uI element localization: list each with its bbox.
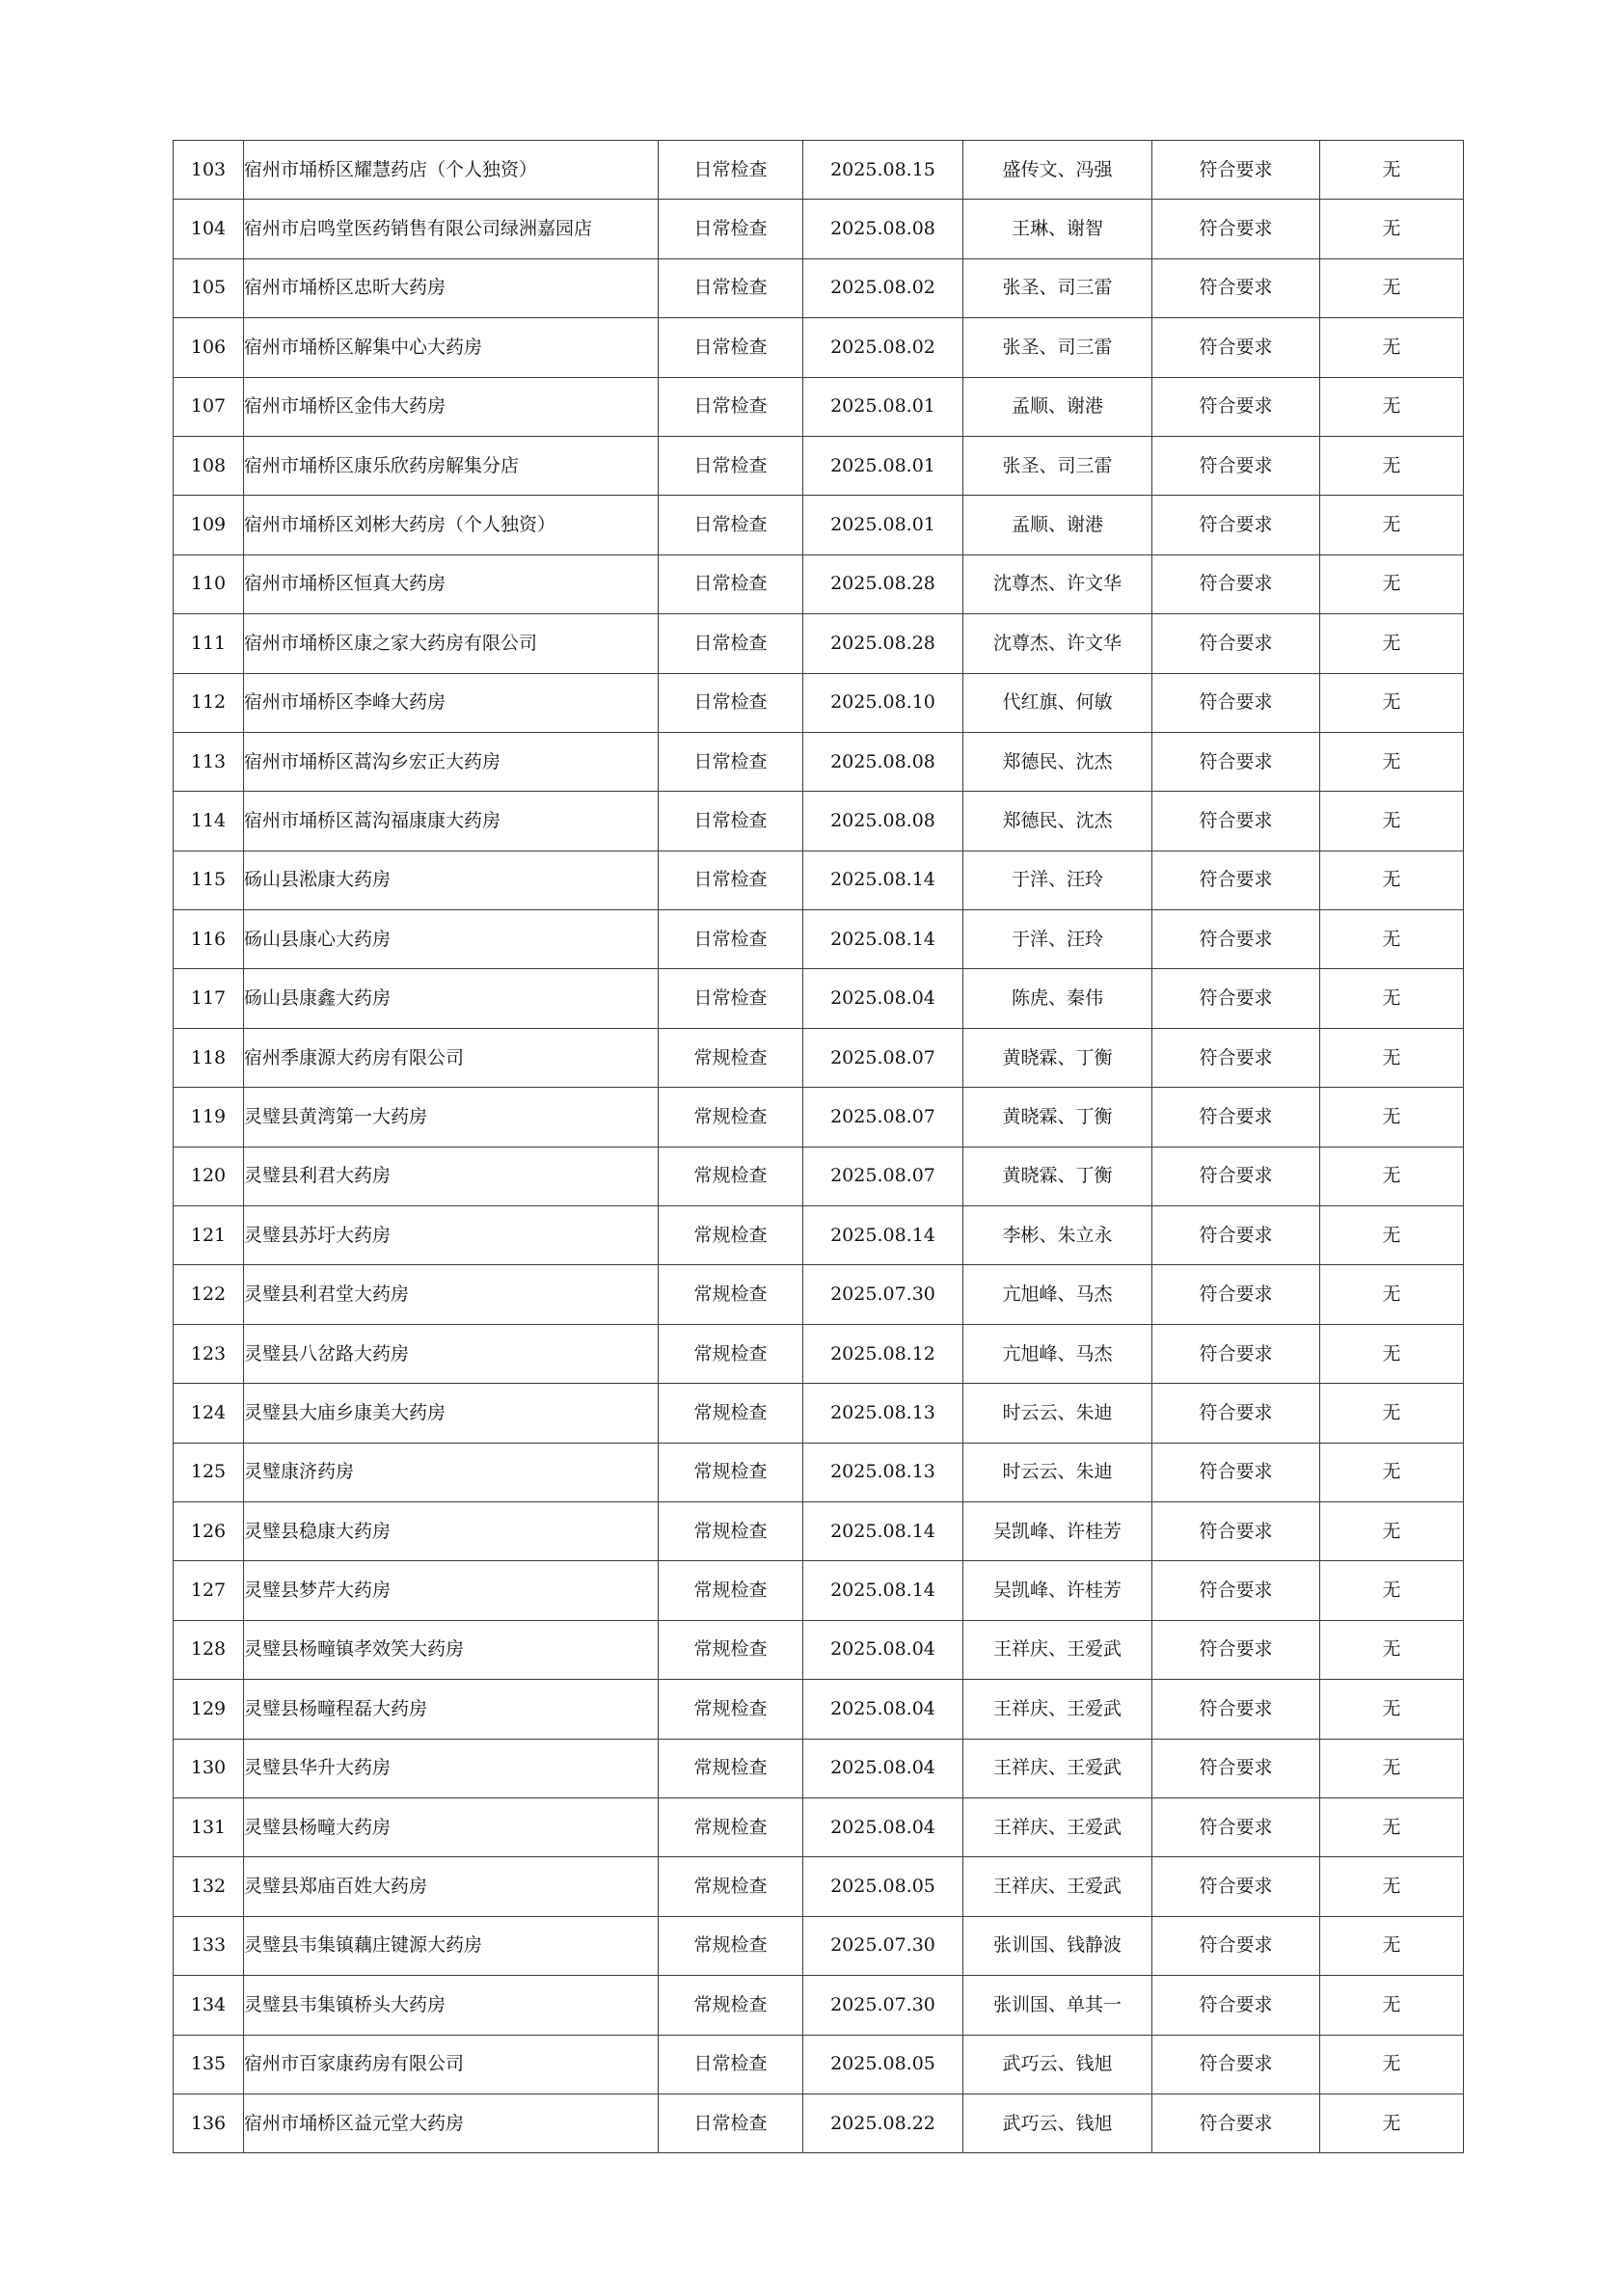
row-number-cell: 115 bbox=[174, 851, 244, 909]
inspectors-cell: 王祥庆、王爱武 bbox=[963, 1739, 1152, 1797]
row-number-cell: 124 bbox=[174, 1384, 244, 1443]
row-number-cell: 123 bbox=[174, 1324, 244, 1383]
inspection-type-cell: 日常检查 bbox=[659, 732, 803, 791]
table-row bbox=[174, 377, 1464, 436]
issues-found-cell: 无 bbox=[1320, 1206, 1464, 1265]
table-row bbox=[174, 1384, 1464, 1443]
inspection-result-cell: 符合要求 bbox=[1152, 1265, 1320, 1324]
inspection-type-cell: 日常检查 bbox=[659, 436, 803, 495]
pharmacy-name-cell: 宿州市埇桥区康乐欣药房解集分店 bbox=[244, 436, 659, 495]
inspection-date-cell: 2025.07.30 bbox=[803, 1916, 963, 1975]
inspection-date-cell: 2025.08.13 bbox=[803, 1443, 963, 1501]
row-number-cell: 128 bbox=[174, 1620, 244, 1679]
inspection-result-cell: 符合要求 bbox=[1152, 496, 1320, 554]
inspection-date-cell: 2025.08.14 bbox=[803, 1561, 963, 1620]
table-row bbox=[174, 554, 1464, 613]
pharmacy-name-cell: 宿州市埇桥区康之家大药房有限公司 bbox=[244, 614, 659, 673]
issues-found-cell: 无 bbox=[1320, 200, 1464, 258]
pharmacy-name-cell: 灵璧县利君大药房 bbox=[244, 1147, 659, 1205]
inspection-date-cell: 2025.08.01 bbox=[803, 496, 963, 554]
issues-found-cell: 无 bbox=[1320, 851, 1464, 909]
pharmacy-name-cell: 灵璧县苏圩大药房 bbox=[244, 1206, 659, 1265]
inspectors-cell: 李彬、朱立永 bbox=[963, 1206, 1152, 1265]
inspectors-cell: 王祥庆、王爱武 bbox=[963, 1857, 1152, 1916]
issues-found-cell: 无 bbox=[1320, 2035, 1464, 2093]
inspectors-cell: 时云云、朱迪 bbox=[963, 1384, 1152, 1443]
row-number-cell: 110 bbox=[174, 554, 244, 613]
inspectors-cell: 郑德民、沈杰 bbox=[963, 792, 1152, 851]
row-number-cell: 104 bbox=[174, 200, 244, 258]
row-number-cell: 113 bbox=[174, 732, 244, 791]
issues-found-cell: 无 bbox=[1320, 1265, 1464, 1324]
inspection-type-cell: 日常检查 bbox=[659, 318, 803, 377]
issues-found-cell: 无 bbox=[1320, 792, 1464, 851]
inspection-type-cell: 常规检查 bbox=[659, 1620, 803, 1679]
inspection-result-cell: 符合要求 bbox=[1152, 1028, 1320, 1087]
pharmacy-name-cell: 宿州市埇桥区忠昕大药房 bbox=[244, 258, 659, 317]
table-row bbox=[174, 1739, 1464, 1797]
inspection-result-cell: 符合要求 bbox=[1152, 1206, 1320, 1265]
inspectors-cell: 吴凯峰、许桂芳 bbox=[963, 1561, 1152, 1620]
issues-found-cell: 无 bbox=[1320, 2093, 1464, 2152]
inspectors-cell: 盛传文、冯强 bbox=[963, 141, 1152, 200]
table-row bbox=[174, 1088, 1464, 1147]
pharmacy-name-cell: 宿州市启鸣堂医药销售有限公司绿洲嘉园店 bbox=[244, 200, 659, 258]
table-row bbox=[174, 1797, 1464, 1856]
inspectors-cell: 时云云、朱迪 bbox=[963, 1443, 1152, 1501]
inspectors-cell: 王琳、谢智 bbox=[963, 200, 1152, 258]
issues-found-cell: 无 bbox=[1320, 496, 1464, 554]
table-row bbox=[174, 1620, 1464, 1679]
inspection-type-cell: 日常检查 bbox=[659, 851, 803, 909]
inspectors-cell: 陈虎、秦伟 bbox=[963, 969, 1152, 1028]
table-row bbox=[174, 910, 1464, 969]
inspection-type-cell: 日常检查 bbox=[659, 969, 803, 1028]
inspection-result-cell: 符合要求 bbox=[1152, 1147, 1320, 1205]
issues-found-cell: 无 bbox=[1320, 1088, 1464, 1147]
inspection-date-cell: 2025.08.14 bbox=[803, 910, 963, 969]
inspection-date-cell: 2025.08.07 bbox=[803, 1028, 963, 1087]
row-number-cell: 136 bbox=[174, 2093, 244, 2152]
inspection-date-cell: 2025.08.08 bbox=[803, 732, 963, 791]
table-row bbox=[174, 1561, 1464, 1620]
inspection-type-cell: 常规检查 bbox=[659, 1206, 803, 1265]
issues-found-cell: 无 bbox=[1320, 1147, 1464, 1205]
inspection-result-cell: 符合要求 bbox=[1152, 318, 1320, 377]
inspection-result-cell: 符合要求 bbox=[1152, 614, 1320, 673]
inspection-type-cell: 日常检查 bbox=[659, 2093, 803, 2152]
inspectors-cell: 张圣、司三雷 bbox=[963, 258, 1152, 317]
pharmacy-name-cell: 灵璧县利君堂大药房 bbox=[244, 1265, 659, 1324]
inspection-date-cell: 2025.08.07 bbox=[803, 1088, 963, 1147]
inspectors-cell: 张圣、司三雷 bbox=[963, 436, 1152, 495]
pharmacy-name-cell: 宿州市埇桥区恒真大药房 bbox=[244, 554, 659, 613]
inspectors-cell: 武巧云、钱旭 bbox=[963, 2035, 1152, 2093]
inspection-result-cell: 符合要求 bbox=[1152, 1501, 1320, 1560]
inspectors-cell: 于洋、汪玲 bbox=[963, 910, 1152, 969]
inspection-type-cell: 常规检查 bbox=[659, 1384, 803, 1443]
inspection-type-cell: 日常检查 bbox=[659, 141, 803, 200]
row-number-cell: 118 bbox=[174, 1028, 244, 1087]
pharmacy-name-cell: 砀山县康心大药房 bbox=[244, 910, 659, 969]
pharmacy-name-cell: 灵璧县八岔路大药房 bbox=[244, 1324, 659, 1383]
issues-found-cell: 无 bbox=[1320, 614, 1464, 673]
row-number-cell: 109 bbox=[174, 496, 244, 554]
inspection-type-cell: 日常检查 bbox=[659, 910, 803, 969]
issues-found-cell: 无 bbox=[1320, 1620, 1464, 1679]
issues-found-cell: 无 bbox=[1320, 1384, 1464, 1443]
inspection-type-cell: 常规检查 bbox=[659, 1147, 803, 1205]
issues-found-cell: 无 bbox=[1320, 673, 1464, 732]
inspectors-cell: 孟顺、谢港 bbox=[963, 496, 1152, 554]
inspection-result-cell: 符合要求 bbox=[1152, 2093, 1320, 2152]
pharmacy-name-cell: 宿州市埇桥区蒿沟福康康大药房 bbox=[244, 792, 659, 851]
inspection-result-cell: 符合要求 bbox=[1152, 1324, 1320, 1383]
row-number-cell: 132 bbox=[174, 1857, 244, 1916]
issues-found-cell: 无 bbox=[1320, 1916, 1464, 1975]
inspection-type-cell: 常规检查 bbox=[659, 1797, 803, 1856]
inspection-type-cell: 常规检查 bbox=[659, 1324, 803, 1383]
inspection-date-cell: 2025.08.05 bbox=[803, 1857, 963, 1916]
issues-found-cell: 无 bbox=[1320, 1443, 1464, 1501]
table-row bbox=[174, 258, 1464, 317]
row-number-cell: 107 bbox=[174, 377, 244, 436]
pharmacy-name-cell: 宿州市埇桥区刘彬大药房（个人独资） bbox=[244, 496, 659, 554]
inspection-type-cell: 常规检查 bbox=[659, 1265, 803, 1324]
inspection-result-cell: 符合要求 bbox=[1152, 732, 1320, 791]
row-number-cell: 129 bbox=[174, 1680, 244, 1739]
inspection-result-cell: 符合要求 bbox=[1152, 792, 1320, 851]
pharmacy-name-cell: 灵璧康济药房 bbox=[244, 1443, 659, 1501]
pharmacy-name-cell: 灵璧县韦集镇桥头大药房 bbox=[244, 1976, 659, 2035]
table-row bbox=[174, 1857, 1464, 1916]
inspectors-cell: 张圣、司三雷 bbox=[963, 318, 1152, 377]
row-number-cell: 114 bbox=[174, 792, 244, 851]
issues-found-cell: 无 bbox=[1320, 732, 1464, 791]
inspectors-cell: 武巧云、钱旭 bbox=[963, 2093, 1152, 2152]
table-row bbox=[174, 141, 1464, 200]
inspection-result-cell: 符合要求 bbox=[1152, 1384, 1320, 1443]
inspection-date-cell: 2025.08.12 bbox=[803, 1324, 963, 1383]
table-row bbox=[174, 2093, 1464, 2152]
row-number-cell: 126 bbox=[174, 1501, 244, 1560]
table-row bbox=[174, 969, 1464, 1028]
table-row bbox=[174, 200, 1464, 258]
inspectors-cell: 吴凯峰、许桂芳 bbox=[963, 1501, 1152, 1560]
inspectors-cell: 沈尊杰、许文华 bbox=[963, 554, 1152, 613]
issues-found-cell: 无 bbox=[1320, 258, 1464, 317]
inspection-date-cell: 2025.08.04 bbox=[803, 1680, 963, 1739]
table-row bbox=[174, 1680, 1464, 1739]
issues-found-cell: 无 bbox=[1320, 1680, 1464, 1739]
issues-found-cell: 无 bbox=[1320, 1324, 1464, 1383]
row-number-cell: 134 bbox=[174, 1976, 244, 2035]
inspection-date-cell: 2025.08.08 bbox=[803, 792, 963, 851]
table-row bbox=[174, 1501, 1464, 1560]
inspection-date-cell: 2025.08.14 bbox=[803, 851, 963, 909]
inspection-type-cell: 日常检查 bbox=[659, 377, 803, 436]
inspection-date-cell: 2025.08.15 bbox=[803, 141, 963, 200]
pharmacy-name-cell: 砀山县淞康大药房 bbox=[244, 851, 659, 909]
row-number-cell: 133 bbox=[174, 1916, 244, 1975]
inspection-date-cell: 2025.08.14 bbox=[803, 1206, 963, 1265]
pharmacy-name-cell: 灵璧县稳康大药房 bbox=[244, 1501, 659, 1560]
inspection-result-cell: 符合要求 bbox=[1152, 910, 1320, 969]
issues-found-cell: 无 bbox=[1320, 1797, 1464, 1856]
row-number-cell: 112 bbox=[174, 673, 244, 732]
table-row bbox=[174, 1916, 1464, 1975]
pharmacy-name-cell: 宿州市埇桥区耀慧药店（个人独资） bbox=[244, 141, 659, 200]
table-row bbox=[174, 614, 1464, 673]
inspection-result-cell: 符合要求 bbox=[1152, 141, 1320, 200]
inspection-type-cell: 日常检查 bbox=[659, 258, 803, 317]
table-row bbox=[174, 1976, 1464, 2035]
pharmacy-name-cell: 灵璧县梦芹大药房 bbox=[244, 1561, 659, 1620]
pharmacy-name-cell: 灵璧县郑庙百姓大药房 bbox=[244, 1857, 659, 1916]
inspection-date-cell: 2025.08.04 bbox=[803, 969, 963, 1028]
inspection-date-cell: 2025.08.04 bbox=[803, 1620, 963, 1679]
row-number-cell: 116 bbox=[174, 910, 244, 969]
inspection-result-cell: 符合要求 bbox=[1152, 1976, 1320, 2035]
table-row bbox=[174, 851, 1464, 909]
table-row bbox=[174, 2035, 1464, 2093]
issues-found-cell: 无 bbox=[1320, 377, 1464, 436]
inspection-type-cell: 日常检查 bbox=[659, 614, 803, 673]
issues-found-cell: 无 bbox=[1320, 436, 1464, 495]
inspectors-cell: 张训国、钱静波 bbox=[963, 1916, 1152, 1975]
inspectors-cell: 王祥庆、王爱武 bbox=[963, 1797, 1152, 1856]
inspection-type-cell: 日常检查 bbox=[659, 792, 803, 851]
inspection-result-cell: 符合要求 bbox=[1152, 436, 1320, 495]
inspection-date-cell: 2025.08.02 bbox=[803, 258, 963, 317]
table-row bbox=[174, 318, 1464, 377]
inspection-result-cell: 符合要求 bbox=[1152, 851, 1320, 909]
table-body bbox=[174, 141, 1464, 2153]
inspectors-cell: 孟顺、谢港 bbox=[963, 377, 1152, 436]
pharmacy-name-cell: 灵璧县大庙乡康美大药房 bbox=[244, 1384, 659, 1443]
pharmacy-name-cell: 宿州市埇桥区金伟大药房 bbox=[244, 377, 659, 436]
table-row bbox=[174, 496, 1464, 554]
inspectors-cell: 黄晓霖、丁衡 bbox=[963, 1147, 1152, 1205]
row-number-cell: 106 bbox=[174, 318, 244, 377]
inspection-result-cell: 符合要求 bbox=[1152, 1857, 1320, 1916]
inspection-type-cell: 常规检查 bbox=[659, 1561, 803, 1620]
pharmacy-name-cell: 灵璧县杨疃镇孝效笑大药房 bbox=[244, 1620, 659, 1679]
pharmacy-name-cell: 宿州市埇桥区益元堂大药房 bbox=[244, 2093, 659, 2152]
inspectors-cell: 黄晓霖、丁衡 bbox=[963, 1088, 1152, 1147]
pharmacy-name-cell: 灵璧县杨疃大药房 bbox=[244, 1797, 659, 1856]
inspection-date-cell: 2025.08.01 bbox=[803, 436, 963, 495]
inspectors-cell: 沈尊杰、许文华 bbox=[963, 614, 1152, 673]
pharmacy-name-cell: 宿州市埇桥区李峰大药房 bbox=[244, 673, 659, 732]
inspection-type-cell: 常规检查 bbox=[659, 1916, 803, 1975]
issues-found-cell: 无 bbox=[1320, 1561, 1464, 1620]
pharmacy-name-cell: 宿州季康源大药房有限公司 bbox=[244, 1028, 659, 1087]
row-number-cell: 125 bbox=[174, 1443, 244, 1501]
inspection-date-cell: 2025.08.13 bbox=[803, 1384, 963, 1443]
issues-found-cell: 无 bbox=[1320, 1976, 1464, 2035]
inspection-date-cell: 2025.08.05 bbox=[803, 2035, 963, 2093]
inspection-date-cell: 2025.08.22 bbox=[803, 2093, 963, 2152]
issues-found-cell: 无 bbox=[1320, 910, 1464, 969]
pharmacy-name-cell: 灵璧县韦集镇藕庄键源大药房 bbox=[244, 1916, 659, 1975]
inspection-type-cell: 常规检查 bbox=[659, 1680, 803, 1739]
inspection-result-cell: 符合要求 bbox=[1152, 1680, 1320, 1739]
table-row bbox=[174, 792, 1464, 851]
inspection-date-cell: 2025.07.30 bbox=[803, 1976, 963, 2035]
row-number-cell: 111 bbox=[174, 614, 244, 673]
inspection-record-table bbox=[173, 140, 1464, 2153]
inspectors-cell: 张训国、单其一 bbox=[963, 1976, 1152, 2035]
inspection-result-cell: 符合要求 bbox=[1152, 673, 1320, 732]
inspection-result-cell: 符合要求 bbox=[1152, 1797, 1320, 1856]
pharmacy-name-cell: 砀山县康鑫大药房 bbox=[244, 969, 659, 1028]
table-row bbox=[174, 1147, 1464, 1205]
table-row bbox=[174, 673, 1464, 732]
pharmacy-name-cell: 宿州市埇桥区蒿沟乡宏正大药房 bbox=[244, 732, 659, 791]
pharmacy-name-cell: 灵璧县黄湾第一大药房 bbox=[244, 1088, 659, 1147]
inspection-result-cell: 符合要求 bbox=[1152, 1620, 1320, 1679]
inspectors-cell: 亢旭峰、马杰 bbox=[963, 1265, 1152, 1324]
inspection-result-cell: 符合要求 bbox=[1152, 1088, 1320, 1147]
row-number-cell: 127 bbox=[174, 1561, 244, 1620]
issues-found-cell: 无 bbox=[1320, 1739, 1464, 1797]
inspection-type-cell: 日常检查 bbox=[659, 2035, 803, 2093]
row-number-cell: 130 bbox=[174, 1739, 244, 1797]
pharmacy-name-cell: 宿州市埇桥区解集中心大药房 bbox=[244, 318, 659, 377]
inspection-date-cell: 2025.07.30 bbox=[803, 1265, 963, 1324]
inspection-type-cell: 常规检查 bbox=[659, 1739, 803, 1797]
inspection-type-cell: 常规检查 bbox=[659, 1028, 803, 1087]
inspection-date-cell: 2025.08.01 bbox=[803, 377, 963, 436]
inspection-type-cell: 日常检查 bbox=[659, 200, 803, 258]
inspectors-cell: 郑德民、沈杰 bbox=[963, 732, 1152, 791]
issues-found-cell: 无 bbox=[1320, 554, 1464, 613]
inspection-date-cell: 2025.08.28 bbox=[803, 614, 963, 673]
inspectors-cell: 王祥庆、王爱武 bbox=[963, 1620, 1152, 1679]
inspection-date-cell: 2025.08.28 bbox=[803, 554, 963, 613]
inspection-date-cell: 2025.08.04 bbox=[803, 1797, 963, 1856]
inspection-date-cell: 2025.08.07 bbox=[803, 1147, 963, 1205]
inspection-date-cell: 2025.08.14 bbox=[803, 1501, 963, 1560]
inspection-type-cell: 常规检查 bbox=[659, 1088, 803, 1147]
issues-found-cell: 无 bbox=[1320, 1501, 1464, 1560]
row-number-cell: 121 bbox=[174, 1206, 244, 1265]
row-number-cell: 105 bbox=[174, 258, 244, 317]
table-row bbox=[174, 1443, 1464, 1501]
pharmacy-name-cell: 宿州市百家康药房有限公司 bbox=[244, 2035, 659, 2093]
inspection-result-cell: 符合要求 bbox=[1152, 969, 1320, 1028]
inspection-result-cell: 符合要求 bbox=[1152, 258, 1320, 317]
inspection-date-cell: 2025.08.02 bbox=[803, 318, 963, 377]
issues-found-cell: 无 bbox=[1320, 1857, 1464, 1916]
inspection-result-cell: 符合要求 bbox=[1152, 1443, 1320, 1501]
row-number-cell: 103 bbox=[174, 141, 244, 200]
inspectors-cell: 于洋、汪玲 bbox=[963, 851, 1152, 909]
inspection-result-cell: 符合要求 bbox=[1152, 554, 1320, 613]
inspection-type-cell: 常规检查 bbox=[659, 1443, 803, 1501]
issues-found-cell: 无 bbox=[1320, 141, 1464, 200]
inspection-type-cell: 常规检查 bbox=[659, 1976, 803, 2035]
inspection-result-cell: 符合要求 bbox=[1152, 200, 1320, 258]
inspection-type-cell: 常规检查 bbox=[659, 1501, 803, 1560]
inspection-type-cell: 日常检查 bbox=[659, 496, 803, 554]
pharmacy-name-cell: 灵璧县杨疃程磊大药房 bbox=[244, 1680, 659, 1739]
table-row bbox=[174, 1324, 1464, 1383]
inspectors-cell: 亢旭峰、马杰 bbox=[963, 1324, 1152, 1383]
inspectors-cell: 王祥庆、王爱武 bbox=[963, 1680, 1152, 1739]
table-row bbox=[174, 1206, 1464, 1265]
issues-found-cell: 无 bbox=[1320, 318, 1464, 377]
inspectors-cell: 代红旗、何敏 bbox=[963, 673, 1152, 732]
table-row bbox=[174, 732, 1464, 791]
inspection-result-cell: 符合要求 bbox=[1152, 1561, 1320, 1620]
inspection-result-cell: 符合要求 bbox=[1152, 1916, 1320, 1975]
inspection-result-cell: 符合要求 bbox=[1152, 2035, 1320, 2093]
issues-found-cell: 无 bbox=[1320, 969, 1464, 1028]
issues-found-cell: 无 bbox=[1320, 1028, 1464, 1087]
row-number-cell: 117 bbox=[174, 969, 244, 1028]
row-number-cell: 108 bbox=[174, 436, 244, 495]
inspection-date-cell: 2025.08.04 bbox=[803, 1739, 963, 1797]
inspection-type-cell: 常规检查 bbox=[659, 1857, 803, 1916]
row-number-cell: 122 bbox=[174, 1265, 244, 1324]
table-row bbox=[174, 436, 1464, 495]
row-number-cell: 119 bbox=[174, 1088, 244, 1147]
inspection-result-cell: 符合要求 bbox=[1152, 377, 1320, 436]
inspection-result-cell: 符合要求 bbox=[1152, 1739, 1320, 1797]
table-row bbox=[174, 1265, 1464, 1324]
row-number-cell: 120 bbox=[174, 1147, 244, 1205]
table-row bbox=[174, 1028, 1464, 1087]
pharmacy-name-cell: 灵璧县华升大药房 bbox=[244, 1739, 659, 1797]
inspectors-cell: 黄晓霖、丁衡 bbox=[963, 1028, 1152, 1087]
row-number-cell: 131 bbox=[174, 1797, 244, 1856]
inspection-date-cell: 2025.08.10 bbox=[803, 673, 963, 732]
inspection-type-cell: 日常检查 bbox=[659, 554, 803, 613]
inspection-type-cell: 日常检查 bbox=[659, 673, 803, 732]
row-number-cell: 135 bbox=[174, 2035, 244, 2093]
inspection-date-cell: 2025.08.08 bbox=[803, 200, 963, 258]
